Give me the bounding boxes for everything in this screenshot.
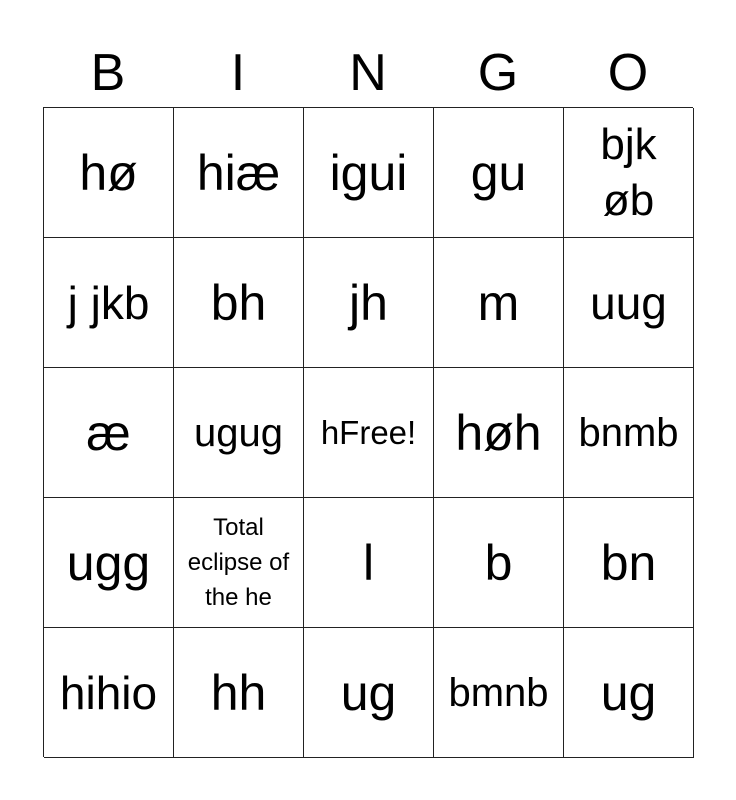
bingo-cell[interactable] — [44, 238, 174, 368]
bingo-cell[interactable] — [434, 108, 564, 238]
cell-text: igui — [329, 144, 408, 201]
bingo-cell[interactable] — [174, 498, 304, 628]
header-letter-b: B — [90, 44, 126, 102]
bingo-cell[interactable] — [174, 628, 304, 758]
bingo-cell[interactable] — [434, 628, 564, 758]
cell-text: j jkb — [67, 276, 150, 329]
bingo-cell[interactable] — [174, 238, 304, 368]
bingo-cell[interactable] — [304, 498, 434, 628]
bingo-cell[interactable] — [304, 238, 434, 368]
bingo-header — [43, 40, 693, 106]
cell-text: m — [477, 274, 520, 331]
cell-text: hFree! — [320, 413, 417, 451]
cell-text: bmnb — [448, 670, 549, 715]
bingo-cell[interactable] — [434, 238, 564, 368]
cell-text: bnmb — [578, 410, 679, 455]
bingo-cell[interactable] — [44, 368, 174, 498]
cell-text: Total eclipse of the he — [187, 514, 290, 611]
bingo-cell[interactable] — [44, 108, 174, 238]
cell-text: ugg — [66, 534, 151, 591]
bingo-cell[interactable] — [564, 108, 694, 238]
cell-text: uug — [590, 276, 667, 329]
bingo-cell[interactable] — [564, 238, 694, 368]
cell-text: hø — [79, 144, 138, 201]
header-letter-n: N — [349, 44, 387, 102]
bingo-cell[interactable] — [564, 368, 694, 498]
bingo-cell[interactable] — [174, 368, 304, 498]
cell-text: ugug — [194, 410, 283, 455]
header-letter-o: O — [607, 44, 649, 102]
bingo-cell[interactable] — [304, 108, 434, 238]
cell-text: bn — [600, 534, 657, 591]
bingo-board — [43, 107, 693, 757]
cell-text: høh — [455, 404, 542, 461]
bingo-cell[interactable] — [44, 498, 174, 628]
header-letter-g: G — [477, 44, 519, 102]
bingo-cell[interactable] — [44, 628, 174, 758]
cell-text: b — [484, 534, 513, 591]
cell-text: bjk øb — [600, 119, 657, 225]
cell-text: bh — [210, 274, 267, 331]
bingo-cell[interactable] — [304, 628, 434, 758]
cell-text: hiæ — [196, 144, 281, 201]
header-letter-i: I — [230, 44, 246, 102]
free-space-cell[interactable] — [304, 368, 434, 498]
cell-text: gu — [470, 144, 527, 201]
cell-text: hh — [210, 664, 267, 721]
cell-text: ug — [600, 664, 657, 721]
cell-text: hihio — [59, 666, 158, 719]
bingo-cell[interactable] — [434, 368, 564, 498]
cell-text: jh — [349, 274, 388, 331]
cell-text: æ — [86, 404, 131, 461]
cell-text: l — [362, 534, 375, 591]
bingo-cell[interactable] — [564, 498, 694, 628]
bingo-cell[interactable] — [434, 498, 564, 628]
cell-text: ug — [340, 664, 397, 721]
bingo-cell[interactable] — [174, 108, 304, 238]
bingo-cell[interactable] — [564, 628, 694, 758]
